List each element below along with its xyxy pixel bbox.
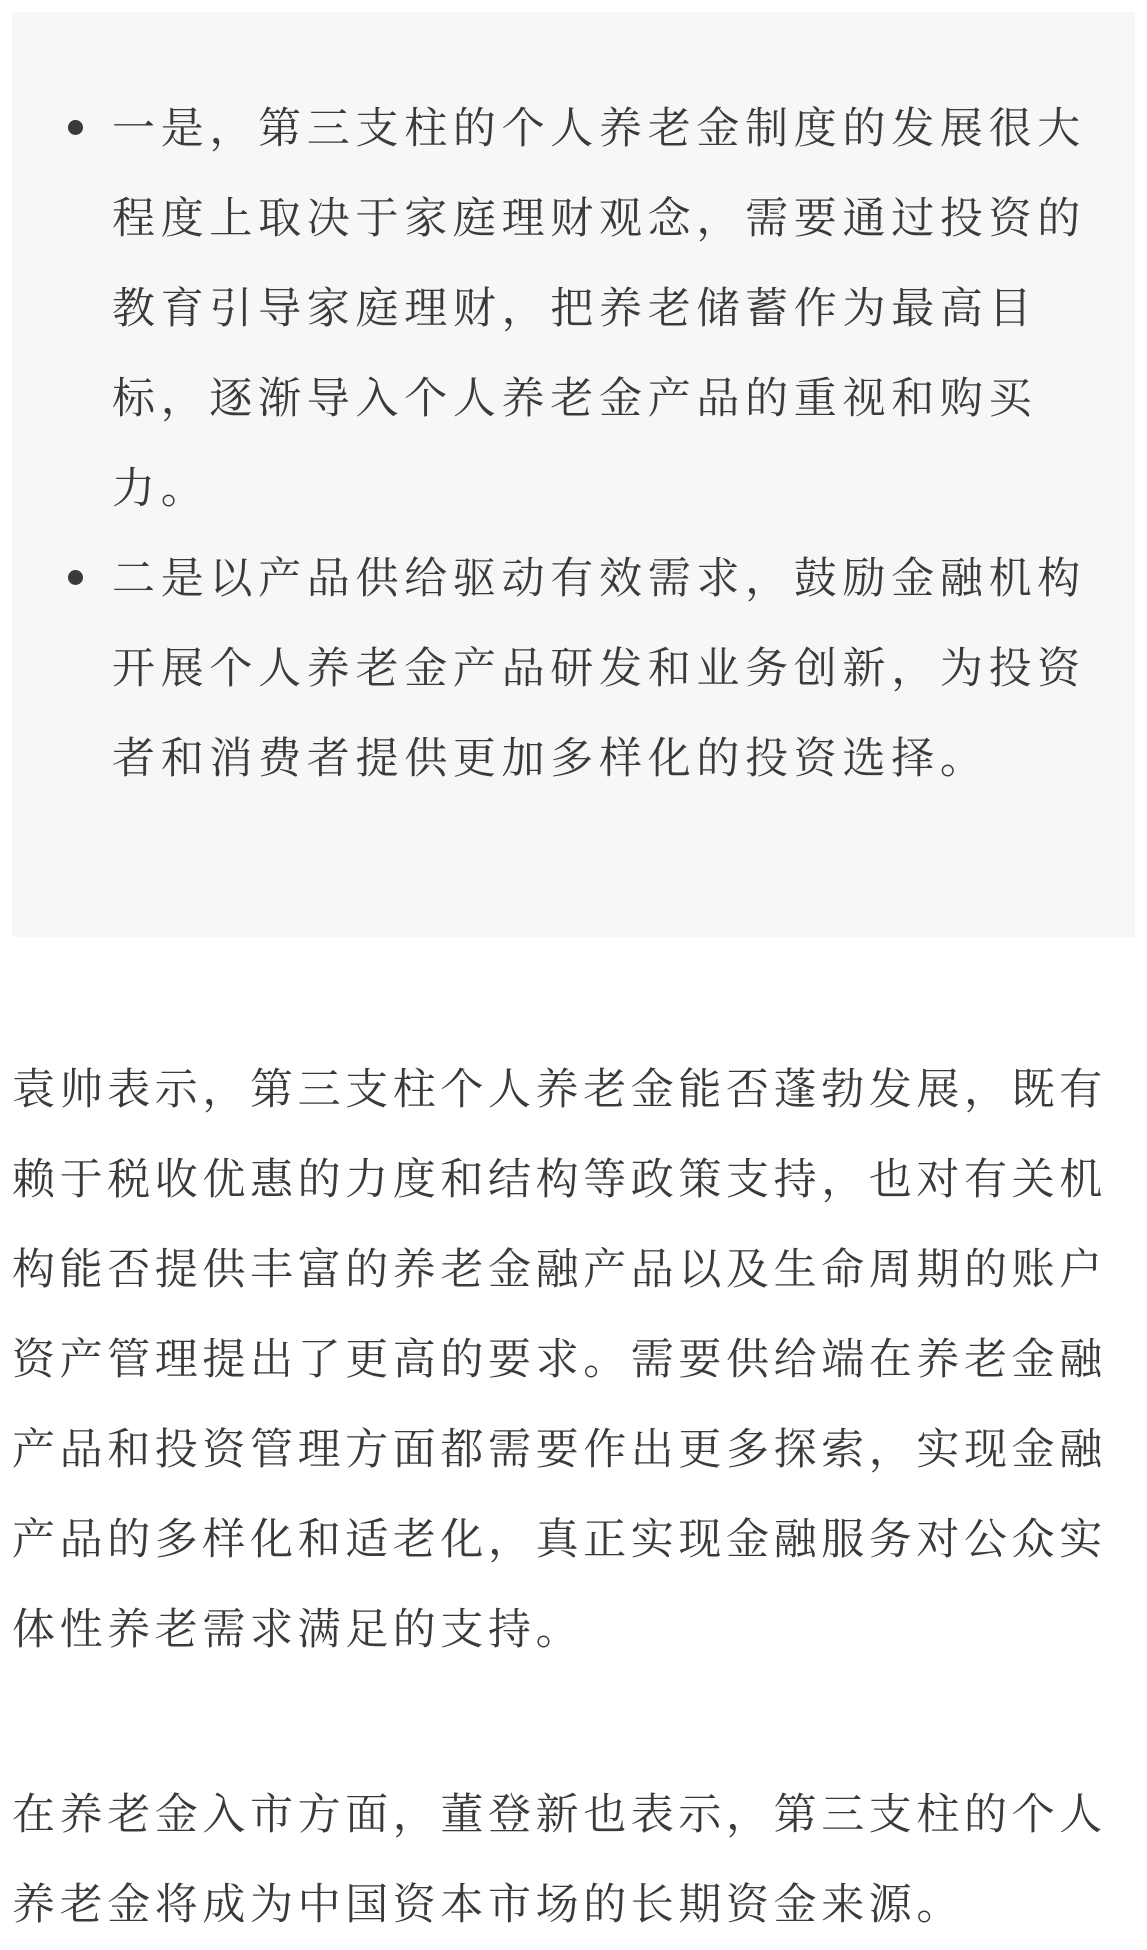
bullet-text: 二是以产品供给驱动有效需求，鼓励金融机构开展个人养老金产品研发和业务创新，为投资者和消费者提供更加多样化的投资选择。 xyxy=(112,554,1086,784)
bullet-list xyxy=(112,84,1095,804)
list-item xyxy=(112,84,1095,534)
bullet-text: 一是，第三支柱的个人养老金制度的发展很大程度上取决于家庭理财观念，需要通过投资的教育引导家庭理财，把养老储蓄作为最高目标，逐渐导入个人养老金产品的重视和购买力。 xyxy=(112,104,1086,514)
bullet-dot-icon xyxy=(68,570,83,585)
list-item xyxy=(112,534,1095,804)
bullet-dot-icon xyxy=(68,120,83,135)
body-paragraph: 袁帅表示，第三支柱个人养老金能否蓬勃发展，既有赖于税收优惠的力度和结构等政策支持，也对有关机构能否提供丰富的养老金融产品以及生命周期的账户资产管理提出了更高的要求。需要供给端在养老金融产品和投资管理方面都需要作出更多探索，实现金融产品的多样化和适老化，真正实现金融服务对公众实体性养老需求满足的支持。 xyxy=(12,1065,1107,1655)
body-paragraph: 在养老金入市方面，董登新也表示，第三支柱的个人养老金将成为中国资本市场的长期资金来源。 xyxy=(12,1790,1107,1930)
quote-box xyxy=(12,12,1135,937)
